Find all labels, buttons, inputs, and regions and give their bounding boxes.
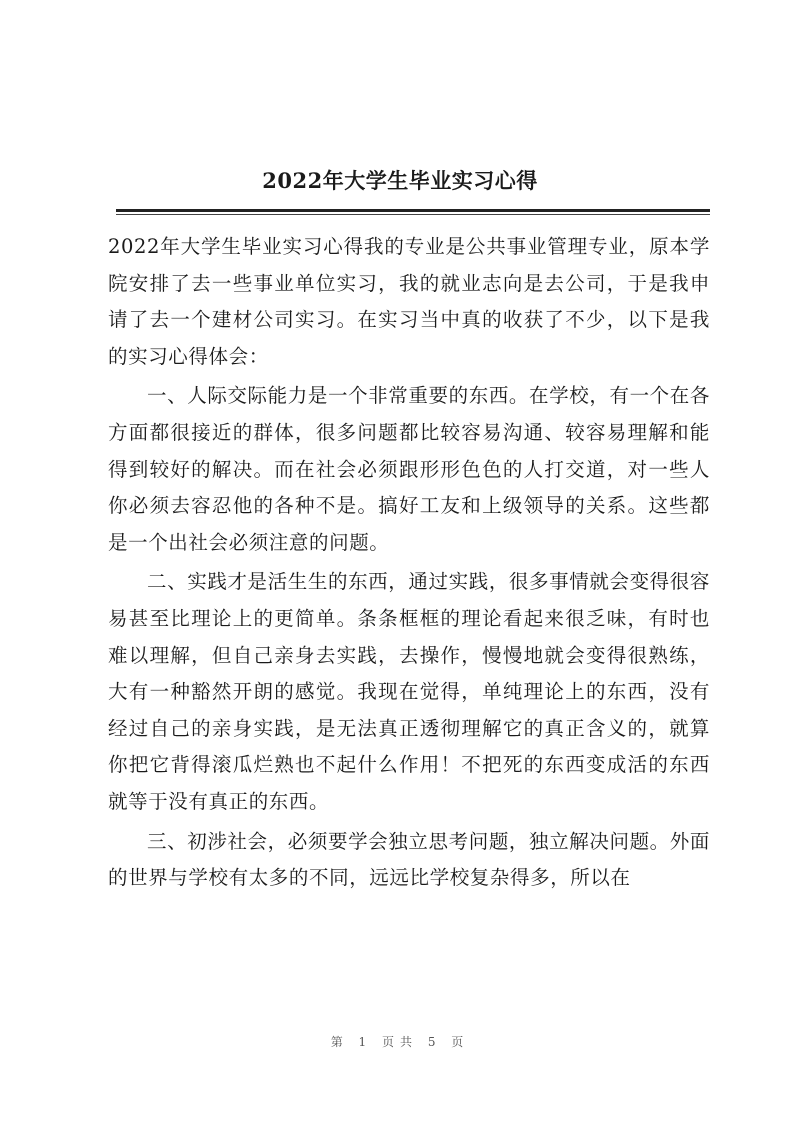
title-divider-thin bbox=[116, 214, 710, 215]
paragraph-3: 三、初涉社会，必须要学会独立思考问题，独立解决问题。外面的世界与学校有太多的不同，远远比学校复杂得多，所以在 bbox=[108, 829, 710, 890]
paragraph-2: 二、实践才是活生生的东西，通过实践，很多事情就会变得很容易甚至比理论上的更简单。条条框框的理论看起来很乏味，有时也难以理解，但自己亲身去实践，去操作，慢慢地就会变得很熟练，大有一种豁然开朗的感觉。我现在觉得，单纯理论上的东西，没有经过自己的亲身实践，是无法真正透彻理解它的真正含义的，就算你把它背得滚瓜烂熟也不起什么作用！不把死的东西变成活的东西就等于没有真正的东西。 bbox=[108, 570, 710, 813]
document-body bbox=[108, 229, 710, 900]
paragraph-1: 一、人际交际能力是一个非常重要的东西。在学校，有一个在各方面都很接近的群体，很多问题都比较容易沟通、较容易理解和能得到较好的解决。而在社会必须跟形形色色的人打交道，对一些人你必须去容忍他的各种不是。搞好工友和上级领导的关系。这些都是一个出社会必须注意的问题。 bbox=[108, 384, 710, 554]
intro-paragraph: 2022年大学生毕业实习心得我的专业是公共事业管理专业，原本学院安排了去一些事业单位实习，我的就业志向是去公司，于是我申请了去一个建材公司实习。在实习当中真的收获了不少，以下是我的实习心得体会： bbox=[108, 235, 710, 368]
page-title: 2022年大学生毕业实习心得 bbox=[262, 168, 538, 193]
title-divider bbox=[116, 209, 710, 212]
page-footer: 第 1 页共 5 页 bbox=[330, 1035, 470, 1049]
